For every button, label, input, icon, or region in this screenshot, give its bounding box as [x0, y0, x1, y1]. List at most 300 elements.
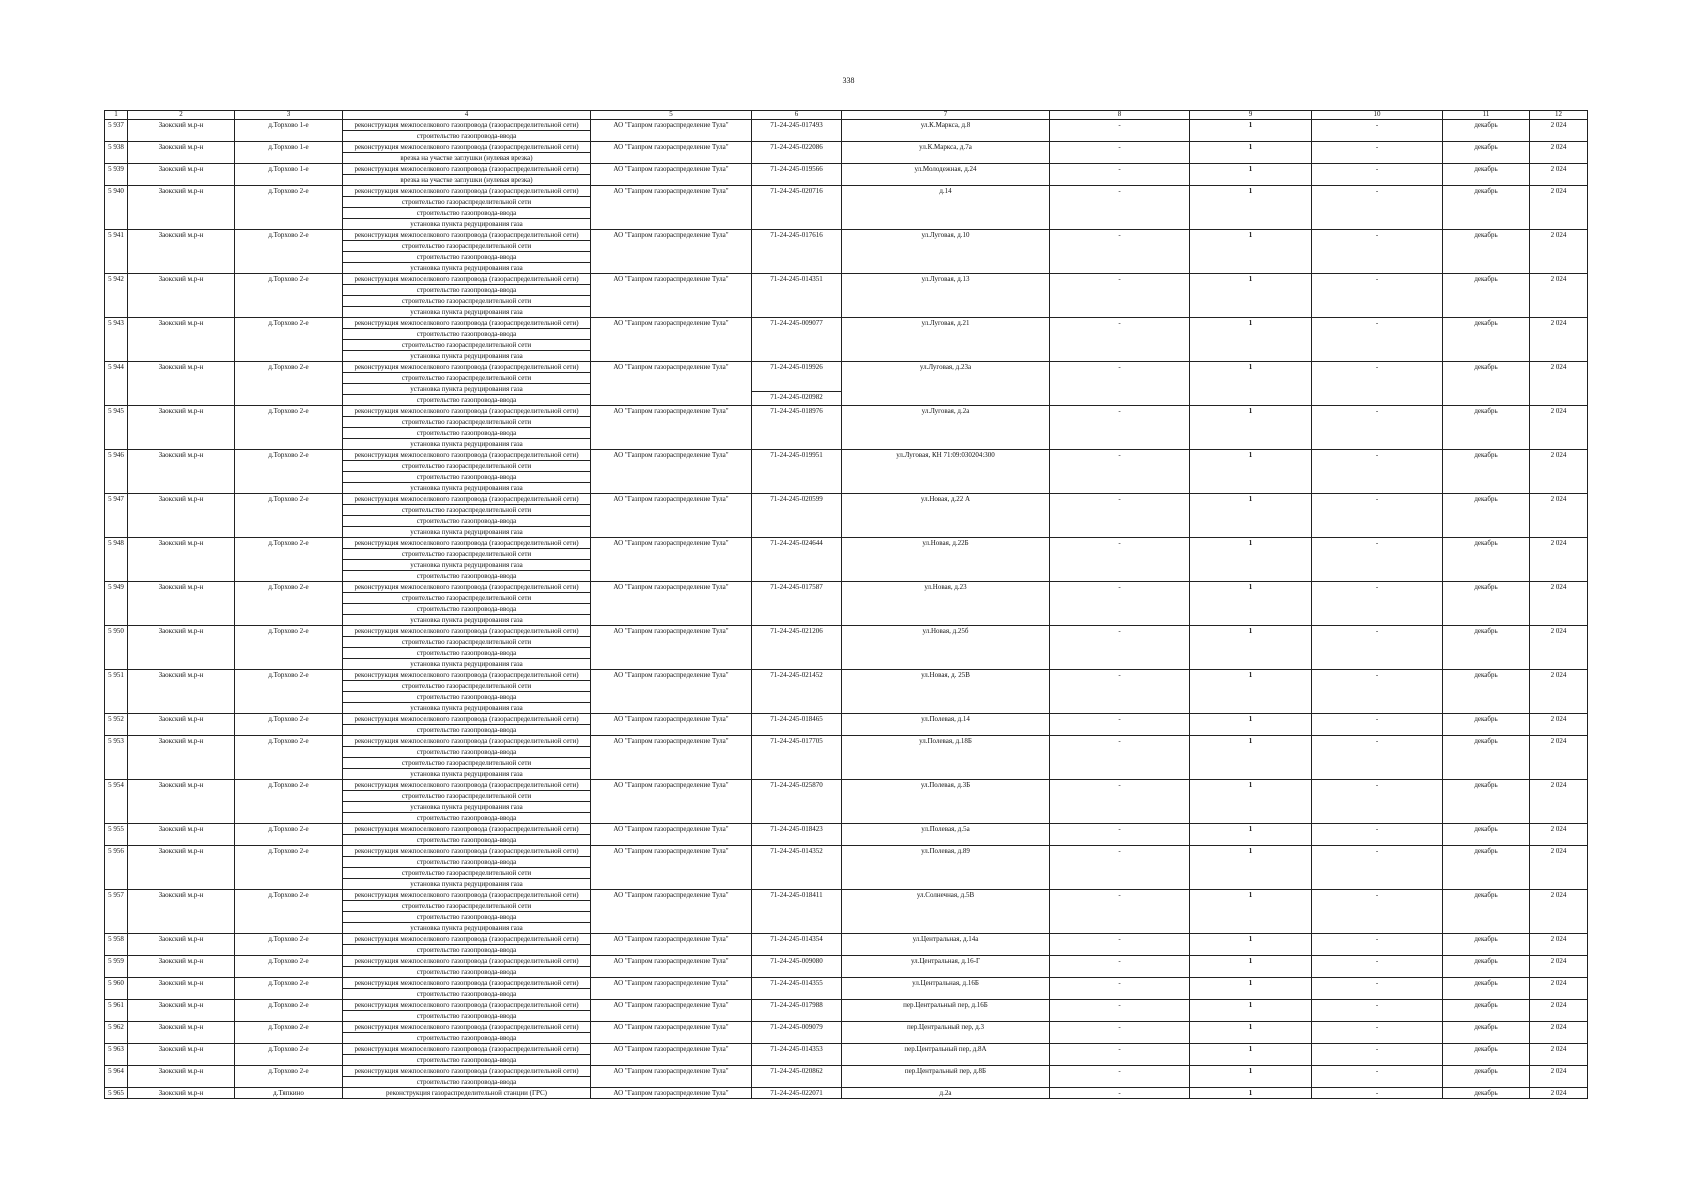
organization: АО "Газпром газораспределение Тула": [613, 495, 729, 503]
column-10: -: [1375, 451, 1379, 459]
address: ул.Новая, д. 25В: [921, 671, 970, 679]
column-9-cell: [1190, 406, 1312, 450]
column-10-cell: [1312, 120, 1443, 142]
application-code: 71-24-245-014353: [770, 1045, 823, 1053]
column-10: -: [1375, 935, 1379, 943]
year: 2 024: [1550, 935, 1567, 943]
works-cell: [343, 186, 591, 230]
organization-cell: [591, 494, 752, 538]
month: декабрь: [1474, 187, 1498, 195]
work-item: строительство газораспределительной сети: [343, 548, 590, 559]
month: декабрь: [1474, 957, 1498, 965]
year-cell: [1530, 406, 1588, 450]
month-cell: [1443, 846, 1530, 890]
column-9: 1: [1248, 275, 1253, 283]
work-item: строительство газопровода-ввода: [343, 570, 590, 581]
month-cell: [1443, 1044, 1530, 1066]
column-9: 1: [1248, 1023, 1253, 1031]
year: 2 024: [1550, 979, 1567, 987]
organization-cell: [591, 780, 752, 824]
district: Заокский м.р-н: [158, 231, 204, 239]
work-item: строительство газопровода-ввода: [343, 1076, 590, 1087]
row-number: 5 942: [108, 275, 124, 283]
locality-cell: [235, 230, 343, 274]
district: Заокский м.р-н: [158, 451, 204, 459]
column-9-cell: [1190, 824, 1312, 846]
address-cell: [842, 736, 1050, 780]
application-code: 71-24-245-020862: [770, 1067, 823, 1075]
locality-cell: [235, 780, 343, 824]
column-10-cell: [1312, 1022, 1443, 1044]
row-number-cell: [105, 186, 128, 230]
column-10: -: [1375, 407, 1379, 415]
organization: АО "Газпром газораспределение Тула": [613, 539, 729, 547]
column-9: 1: [1248, 891, 1253, 899]
work-item: реконструкция межпоселкового газопровода (газораспределительной сети): [354, 979, 579, 987]
code-cell: [752, 846, 842, 890]
organization-cell: [591, 1022, 752, 1044]
year: 2 024: [1550, 451, 1567, 459]
address: ул.Центральная, д.16-Г: [910, 957, 981, 965]
work-item: установка пункта редуцирования газа: [343, 702, 590, 713]
locality: д.Торхово 2-е: [268, 231, 309, 239]
application-code: 71-24-245-017988: [770, 1001, 823, 1009]
column-number: 4: [343, 111, 591, 120]
month: декабрь: [1474, 1023, 1498, 1031]
locality-cell: [235, 670, 343, 714]
code-cell: [752, 538, 842, 582]
column-8: -: [1118, 407, 1121, 415]
month-cell: [1443, 538, 1530, 582]
work-item: врезка на участке заглушки (нулевая врезка): [343, 174, 590, 185]
district-cell: [128, 494, 235, 538]
column-8: -: [1118, 143, 1121, 151]
address: пер.Центральный пер, д.8Б: [904, 1067, 987, 1075]
locality: д.Торхово 2-е: [268, 737, 309, 745]
column-9-cell: [1190, 978, 1312, 1000]
district: Заокский м.р-н: [158, 143, 204, 151]
work-item: строительство газораспределительной сети: [343, 636, 590, 647]
locality: д.Торхово 2-е: [268, 583, 309, 591]
address-cell: [842, 494, 1050, 538]
column-10-cell: [1312, 582, 1443, 626]
month: декабрь: [1474, 671, 1498, 679]
works-cell: [343, 846, 591, 890]
column-10-cell: [1312, 1000, 1443, 1022]
locality-cell: [235, 582, 343, 626]
locality-cell: [235, 494, 343, 538]
column-8-cell: [1050, 846, 1190, 890]
locality: д.Торхово 2-е: [268, 715, 309, 723]
locality: д.Торхово 2-е: [268, 671, 309, 679]
organization-cell: [591, 824, 752, 846]
organization-cell: [591, 978, 752, 1000]
code-cell: [752, 318, 842, 362]
month-cell: [1443, 736, 1530, 780]
year: 2 024: [1550, 495, 1567, 503]
address-cell: [842, 274, 1050, 318]
month-cell: [1443, 824, 1530, 846]
column-9-cell: [1190, 1066, 1312, 1088]
work-item: реконструкция межпоселкового газопровода (газораспределительной сети): [354, 363, 579, 371]
column-8: -: [1118, 671, 1121, 679]
works-cell: [343, 1022, 591, 1044]
month: декабрь: [1474, 143, 1498, 151]
row-number-cell: [105, 1000, 128, 1022]
column-8-cell: [1050, 736, 1190, 780]
organization-cell: [591, 890, 752, 934]
address-cell: [842, 1022, 1050, 1044]
column-8-cell: [1050, 230, 1190, 274]
row-number-cell: [105, 626, 128, 670]
row-number-cell: [105, 1022, 128, 1044]
year-cell: [1530, 1000, 1588, 1022]
row-number-cell: [105, 1066, 128, 1088]
column-9-cell: [1190, 846, 1312, 890]
year: 2 024: [1550, 957, 1567, 965]
table-row: [105, 164, 1588, 186]
district: Заокский м.р-н: [158, 165, 204, 173]
column-10: -: [1375, 495, 1379, 503]
column-10: -: [1375, 319, 1379, 327]
column-8: -: [1118, 275, 1121, 283]
work-item: строительство газопровода-ввода: [343, 691, 590, 702]
month: декабрь: [1474, 891, 1498, 899]
year: 2 024: [1550, 539, 1567, 547]
column-8-cell: [1050, 582, 1190, 626]
column-9-cell: [1190, 450, 1312, 494]
column-10: -: [1375, 781, 1379, 789]
year: 2 024: [1550, 627, 1567, 635]
code-cell: [752, 1044, 842, 1066]
district-cell: [128, 1022, 235, 1044]
locality-cell: [235, 406, 343, 450]
row-number: 5 958: [108, 935, 124, 943]
work-item: строительство газопровода-ввода: [343, 1032, 590, 1043]
organization: АО "Газпром газораспределение Тула": [613, 957, 729, 965]
district: Заокский м.р-н: [158, 275, 204, 283]
column-9: 1: [1248, 825, 1253, 833]
month: декабрь: [1474, 979, 1498, 987]
locality-cell: [235, 890, 343, 934]
year-cell: [1530, 120, 1588, 142]
organization: АО "Газпром газораспределение Тула": [613, 165, 729, 173]
year-cell: [1530, 626, 1588, 670]
column-8-cell: [1050, 538, 1190, 582]
column-10: -: [1375, 891, 1379, 899]
application-code: 71-24-245-020982: [752, 391, 841, 402]
works-cell: [343, 230, 591, 274]
district: Заокский м.р-н: [158, 1023, 204, 1031]
code-cell: [752, 934, 842, 956]
row-number-cell: [105, 120, 128, 142]
row-number: 5 944: [108, 363, 124, 371]
year: 2 024: [1550, 1089, 1567, 1097]
column-number: 9: [1190, 111, 1312, 120]
work-item: реконструкция межпоселкового газопровода (газораспределительной сети): [354, 121, 579, 129]
work-item: строительство газопровода-ввода: [343, 603, 590, 614]
district: Заокский м.р-н: [158, 847, 204, 855]
organization: АО "Газпром газораспределение Тула": [613, 121, 729, 129]
application-code: 71-24-245-025870: [770, 781, 823, 789]
year: 2 024: [1550, 363, 1567, 371]
row-number: 5 955: [108, 825, 124, 833]
column-9-cell: [1190, 362, 1312, 406]
month: декабрь: [1474, 363, 1498, 371]
locality-cell: [235, 164, 343, 186]
district: Заокский м.р-н: [158, 407, 204, 415]
column-8: -: [1118, 1045, 1121, 1053]
work-item: реконструкция межпоселкового газопровода (газораспределительной сети): [354, 1067, 579, 1075]
work-item: строительство газопровода-ввода: [343, 966, 590, 977]
year: 2 024: [1550, 187, 1567, 195]
month: декабрь: [1474, 847, 1498, 855]
code-cell: [752, 274, 842, 318]
column-10-cell: [1312, 362, 1443, 406]
work-item: строительство газораспределительной сети: [343, 295, 590, 306]
organization: АО "Газпром газораспределение Тула": [613, 737, 729, 745]
organization-cell: [591, 362, 752, 406]
row-number: 5 965: [108, 1089, 124, 1097]
year: 2 024: [1550, 1067, 1567, 1075]
column-10: -: [1375, 143, 1379, 151]
address: ул.Новая, д.22 А: [920, 495, 971, 503]
month: декабрь: [1474, 121, 1498, 129]
column-9-cell: [1190, 274, 1312, 318]
district: Заокский м.р-н: [158, 1045, 204, 1053]
table-row: [105, 956, 1588, 978]
code-cell: [752, 780, 842, 824]
locality: д.Торхово 2-е: [268, 627, 309, 635]
row-number-cell: [105, 934, 128, 956]
district-cell: [128, 318, 235, 362]
year: 2 024: [1550, 121, 1567, 129]
column-8: -: [1118, 187, 1121, 195]
work-item: реконструкция межпоселкового газопровода (газораспределительной сети): [354, 583, 579, 591]
locality-cell: [235, 934, 343, 956]
work-item: строительство газопровода-ввода: [343, 284, 590, 295]
district-cell: [128, 450, 235, 494]
column-10-cell: [1312, 142, 1443, 164]
address: ул.Луговая, КН 71:09:030204:300: [896, 451, 995, 459]
locality-cell: [235, 1022, 343, 1044]
table-row: [105, 824, 1588, 846]
table-row: [105, 1000, 1588, 1022]
row-number: 5 962: [108, 1023, 124, 1031]
column-10: -: [1375, 231, 1379, 239]
column-8-cell: [1050, 670, 1190, 714]
address-cell: [842, 362, 1050, 406]
locality: д.Торхово 1-е: [268, 165, 309, 173]
locality: д.Торхово 2-е: [268, 407, 309, 415]
column-10-cell: [1312, 934, 1443, 956]
year: 2 024: [1550, 231, 1567, 239]
address-cell: [842, 142, 1050, 164]
address: д.2а: [939, 1089, 952, 1097]
column-8-cell: [1050, 142, 1190, 164]
column-10-cell: [1312, 780, 1443, 824]
column-8: -: [1118, 1023, 1121, 1031]
address: ул.Луговая, д.21: [921, 319, 970, 327]
district-cell: [128, 934, 235, 956]
row-number-cell: [105, 956, 128, 978]
organization: АО "Газпром газораспределение Тула": [613, 847, 729, 855]
organization-cell: [591, 934, 752, 956]
district-cell: [128, 582, 235, 626]
column-10-cell: [1312, 274, 1443, 318]
column-8-cell: [1050, 890, 1190, 934]
column-10-cell: [1312, 956, 1443, 978]
district-cell: [128, 956, 235, 978]
year-cell: [1530, 824, 1588, 846]
application-code: 71-24-245-019566: [770, 165, 823, 173]
row-number-cell: [105, 164, 128, 186]
work-item: строительство газопровода-ввода: [343, 834, 590, 845]
year: 2 024: [1550, 583, 1567, 591]
work-item: строительство газораспределительной сети: [343, 372, 590, 383]
work-item: строительство газораспределительной сети: [343, 757, 590, 768]
month-cell: [1443, 164, 1530, 186]
address-cell: [842, 780, 1050, 824]
application-code: 71-24-245-018465: [770, 715, 823, 723]
locality: д.Торхово 2-е: [268, 825, 309, 833]
year: 2 024: [1550, 781, 1567, 789]
works-cell: [343, 494, 591, 538]
column-9-cell: [1190, 120, 1312, 142]
work-item: строительство газораспределительной сети: [343, 416, 590, 427]
column-10-cell: [1312, 406, 1443, 450]
work-item: строительство газопровода-ввода: [343, 471, 590, 482]
table-row: [105, 780, 1588, 824]
column-8-cell: [1050, 780, 1190, 824]
works-cell: [343, 538, 591, 582]
locality-cell: [235, 1066, 343, 1088]
column-10: -: [1375, 1089, 1379, 1097]
locality-cell: [235, 736, 343, 780]
address: ул.Новая, д.23: [924, 583, 967, 591]
address: ул.Новая, д.25б: [922, 627, 969, 635]
work-item: установка пункта редуцирования газа: [343, 658, 590, 669]
address: ул.Луговая, д.23а: [919, 363, 972, 371]
row-number: 5 951: [108, 671, 124, 679]
locality: д.Торхово 2-е: [268, 319, 309, 327]
year-cell: [1530, 450, 1588, 494]
column-10-cell: [1312, 626, 1443, 670]
works-cell: [343, 1088, 591, 1099]
year-cell: [1530, 1044, 1588, 1066]
column-9: 1: [1248, 319, 1253, 327]
application-code: 71-24-245-019926: [770, 363, 823, 371]
work-item: строительство газораспределительной сети: [343, 240, 590, 251]
column-9: 1: [1248, 737, 1253, 745]
column-10: -: [1375, 121, 1379, 129]
column-9: 1: [1248, 1001, 1253, 1009]
address-cell: [842, 1066, 1050, 1088]
column-9: 1: [1248, 495, 1253, 503]
organization-cell: [591, 1088, 752, 1099]
column-9-cell: [1190, 736, 1312, 780]
column-8-cell: [1050, 450, 1190, 494]
district-cell: [128, 736, 235, 780]
year: 2 024: [1550, 847, 1567, 855]
district-cell: [128, 274, 235, 318]
works-cell: [343, 142, 591, 164]
locality: д.Торхово 2-е: [268, 495, 309, 503]
column-8-cell: [1050, 164, 1190, 186]
column-8: -: [1118, 165, 1121, 173]
row-number-cell: [105, 494, 128, 538]
code-cell: [752, 978, 842, 1000]
organization: АО "Газпром газораспределение Тула": [613, 1001, 729, 1009]
column-9: 1: [1248, 979, 1253, 987]
address: ул.Полевая, д.5а: [921, 825, 970, 833]
table-row: [105, 450, 1588, 494]
district-cell: [128, 670, 235, 714]
month: декабрь: [1474, 1001, 1498, 1009]
month: декабрь: [1474, 275, 1498, 283]
column-10-cell: [1312, 230, 1443, 274]
organization-cell: [591, 670, 752, 714]
organization-cell: [591, 318, 752, 362]
work-item: строительство газораспределительной сети: [343, 790, 590, 801]
row-number: 5 950: [108, 627, 124, 635]
column-9: 1: [1248, 187, 1253, 195]
column-8: -: [1118, 451, 1121, 459]
row-number-cell: [105, 736, 128, 780]
work-item: строительство газораспределительной сети: [343, 339, 590, 350]
month: декабрь: [1474, 627, 1498, 635]
table-row: [105, 186, 1588, 230]
application-code: 71-24-245-014351: [770, 275, 823, 283]
column-10: -: [1375, 847, 1379, 855]
month: декабрь: [1474, 737, 1498, 745]
column-10: -: [1375, 583, 1379, 591]
organization: АО "Газпром газораспределение Тула": [613, 1067, 729, 1075]
locality: д.Торхово 2-е: [268, 539, 309, 547]
column-10: -: [1375, 1045, 1379, 1053]
month: декабрь: [1474, 319, 1498, 327]
column-10-cell: [1312, 736, 1443, 780]
works-cell: [343, 582, 591, 626]
month: декабрь: [1474, 495, 1498, 503]
column-10-cell: [1312, 670, 1443, 714]
work-item: установка пункта редуцирования газа: [343, 801, 590, 812]
month: декабрь: [1474, 1067, 1498, 1075]
organization-cell: [591, 714, 752, 736]
organization-cell: [591, 164, 752, 186]
application-code: 71-24-245-009079: [770, 1023, 823, 1031]
row-number-cell: [105, 824, 128, 846]
column-9: 1: [1248, 583, 1253, 591]
column-9-cell: [1190, 142, 1312, 164]
column-8: -: [1118, 979, 1121, 987]
month-cell: [1443, 1000, 1530, 1022]
year: 2 024: [1550, 165, 1567, 173]
locality: д.Торхово 2-е: [268, 1023, 309, 1031]
organization-cell: [591, 1000, 752, 1022]
row-number: 5 948: [108, 539, 124, 547]
address: ул.Полевая, д.14: [921, 715, 970, 723]
month-cell: [1443, 230, 1530, 274]
column-9: 1: [1248, 121, 1253, 129]
organization-cell: [591, 406, 752, 450]
organization: АО "Газпром газораспределение Тула": [613, 1045, 729, 1053]
address: ул.Молодежная, д.24: [914, 165, 977, 173]
work-item: строительство газораспределительной сети: [343, 867, 590, 878]
locality: д.Торхово 2-е: [268, 935, 309, 943]
column-8: -: [1118, 847, 1121, 855]
works-cell: [343, 670, 591, 714]
